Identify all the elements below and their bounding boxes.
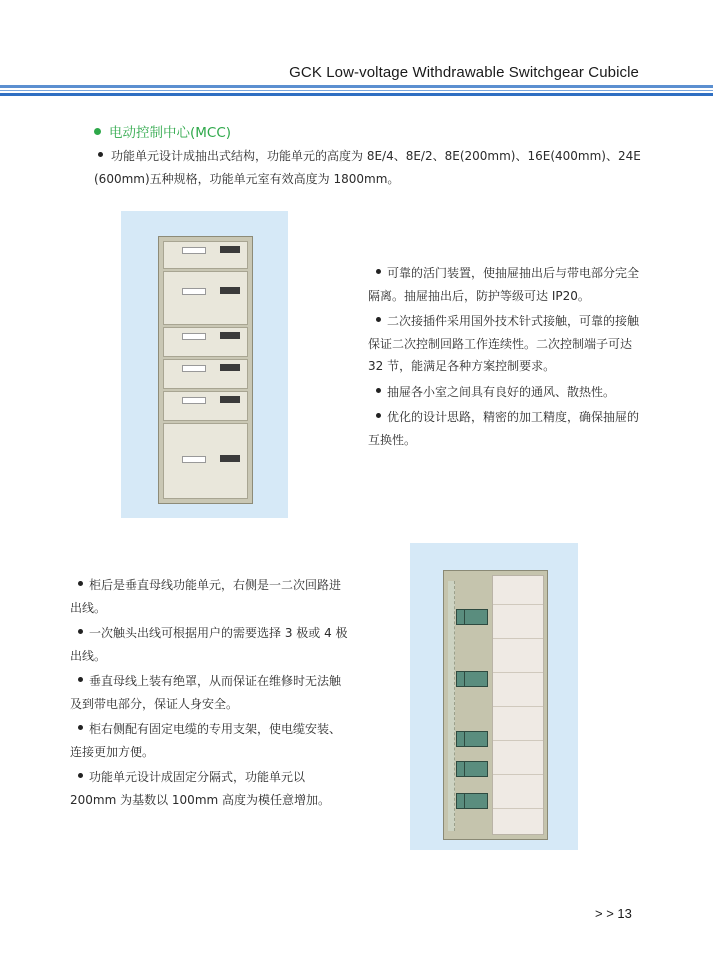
page-header-title: GCK Low-voltage Withdrawable Switchgear Cubicle <box>289 64 639 81</box>
list-item: 优化的设计思路，精密的加工精度，确保抽屉的互换性。 <box>368 410 640 447</box>
vertical-busbar <box>448 581 455 831</box>
bullet-icon <box>78 581 83 586</box>
terminal-block <box>464 671 488 687</box>
drawer-unit <box>163 271 248 325</box>
cable-panel <box>492 575 544 835</box>
drawer-unit <box>163 241 248 269</box>
intro-line-2: (600mm)五种规格，功能单元室有效高度为 1800mm。 <box>94 172 400 186</box>
list-item: 可靠的活门装置，使抽屉抽出后与带电部分完全隔离。抽屉抽出后，防护等级可达 IP20。 <box>368 266 640 303</box>
drawer-unit <box>163 359 248 389</box>
list-item: 功能单元设计成固定分隔式，功能单元以 200mm 为基数以 100mm 高度为模任意增加。 <box>70 770 331 807</box>
header-rule-middle <box>0 90 713 91</box>
cabinet-rear-illustration <box>443 570 548 840</box>
list-item: 抽屉各小室之间具有良好的通风、散热性。 <box>368 381 643 404</box>
terminal-block <box>464 761 488 777</box>
features-left-list <box>70 574 350 814</box>
drawer-unit <box>163 423 248 499</box>
terminal-block <box>464 731 488 747</box>
section-heading <box>94 121 231 141</box>
cabinet-front-photo <box>121 211 288 518</box>
features-right-list <box>368 262 643 454</box>
heading-bullet-icon <box>94 128 101 135</box>
drawer-unit <box>163 327 248 357</box>
header-rule-bottom <box>0 93 713 96</box>
list-item: 二次接插件采用国外技术针式接触，可靠的接触保证二次控制回路工作连续性。二次控制端子可达 32 节，能满足各种方案控制要求。 <box>368 314 640 373</box>
drawer-unit <box>163 391 248 421</box>
terminal-block <box>464 793 488 809</box>
header-rule-top <box>0 85 713 88</box>
bullet-icon <box>78 629 83 634</box>
list-item: 柜后是垂直母线功能单元，右侧是一二次回路进出线。 <box>70 578 342 615</box>
bullet-icon <box>376 317 381 322</box>
bullet-icon <box>78 677 83 682</box>
cabinet-front-illustration <box>158 236 253 504</box>
page-number: > > 13 <box>595 906 632 921</box>
bullet-icon <box>376 388 381 393</box>
terminal-block <box>464 609 488 625</box>
cabinet-rear-photo <box>410 543 578 850</box>
bullet-icon <box>78 773 83 778</box>
intro-paragraph <box>94 145 654 191</box>
list-item: 一次触头出线可根据用户的需要选择 3 极或 4 极出线。 <box>70 626 348 663</box>
bullet-icon <box>376 269 381 274</box>
bullet-icon <box>98 152 103 157</box>
intro-line-1: 功能单元设计成抽出式结构，功能单元的高度为 8E/4、8E/2、8E(200mm)、16E(400mm)、24E <box>111 149 641 163</box>
list-item: 柜右侧配有固定电缆的专用支架，使电缆安装、连接更加方便。 <box>70 722 342 759</box>
bullet-icon <box>78 725 83 730</box>
section-heading-text: 电动控制中心(MCC) <box>109 125 232 141</box>
bullet-icon <box>376 413 381 418</box>
list-item: 垂直母线上装有绝罩，从而保证在维修时无法触及到带电部分，保证人身安全。 <box>70 674 342 711</box>
